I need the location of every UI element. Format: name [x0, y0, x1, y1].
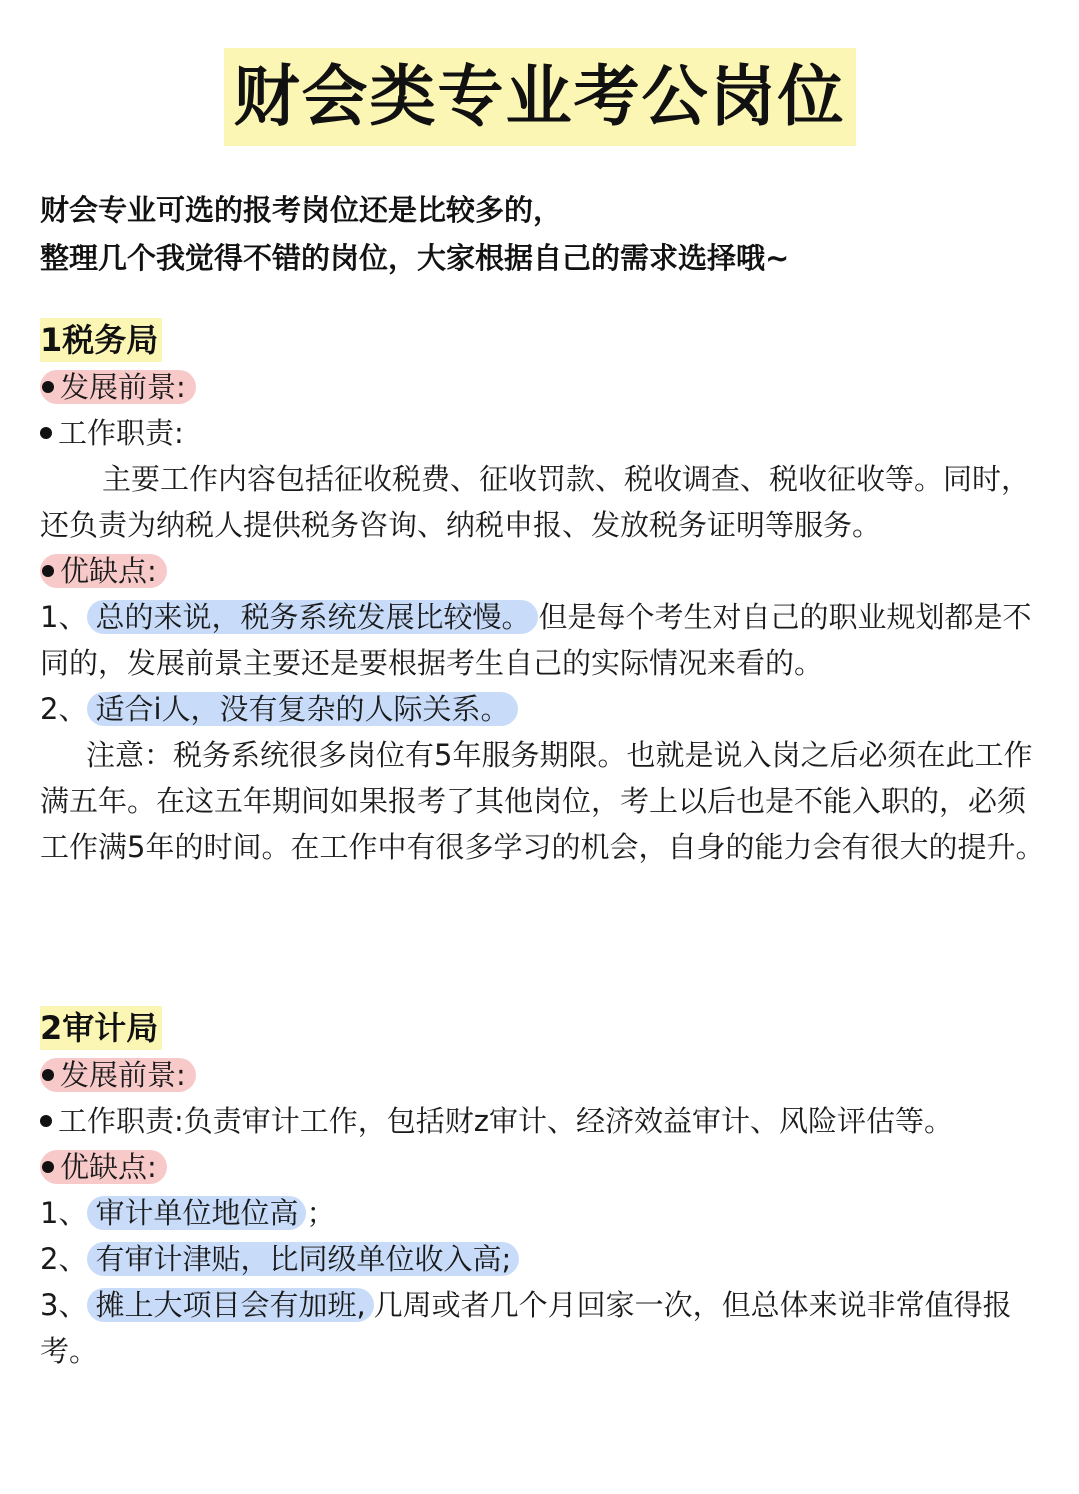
- prospect-highlight: [40, 1058, 196, 1092]
- point-number: 2、: [40, 692, 88, 726]
- note-text: 注意：税务系统很多岗位有5年服务期限。也就是说入岗之后必须在此工作满五年。在这五年期间如果报考了其他岗位，考上以后也是不能入职的，必须工作满5年的时间。在工作中有很多学习的机会，自身的能力会有很大的提升。: [40, 738, 1045, 864]
- duty-line: [40, 410, 1050, 456]
- bullet-icon: [42, 1069, 54, 1081]
- duty-label: 工作职责:: [58, 416, 184, 450]
- intro-line-2: 整理几个我觉得不错的岗位，大家根据自己的需求选择哦~: [40, 241, 790, 275]
- prospect-line: [40, 364, 1050, 410]
- section-tax-bureau: [40, 318, 1050, 870]
- proscons-line: [40, 548, 1050, 594]
- point-3: [40, 1282, 1050, 1374]
- prospect-line: [40, 1052, 1050, 1098]
- bullet-icon: [42, 381, 54, 393]
- section-audit-bureau: [40, 1006, 1050, 1374]
- bullet-icon: [42, 565, 54, 577]
- point-rest: ；: [306, 1196, 336, 1230]
- point-rest: 但是每个考生对自己的职业规划都是不同的，发展前景主要还是要根据考生自己的实际情况来看的。: [40, 600, 1032, 680]
- intro: [40, 186, 789, 282]
- point-2: [40, 1236, 1050, 1282]
- point-1: [40, 1190, 1050, 1236]
- point-highlight: 审计单位地位高: [87, 1196, 306, 1230]
- section-title: 2审计局: [40, 1006, 162, 1050]
- prospect-label: 发展前景:: [60, 1058, 186, 1092]
- point-rest: 几周或者几个月回家一次，但总体来说非常值得报考。: [40, 1288, 1012, 1368]
- proscons-highlight: [40, 554, 167, 588]
- point-2: [40, 686, 1050, 732]
- duty-text: 负责审计工作，包括财z审计、经济效益审计、风险评估等。: [183, 1104, 954, 1138]
- point-number: 1、: [40, 600, 88, 634]
- intro-line-1: 财会专业可选的报考岗位还是比较多的，: [40, 193, 563, 227]
- point-highlight: 总的来说，税务系统发展比较慢。: [87, 600, 538, 634]
- bullet-icon: [40, 1115, 52, 1127]
- prospect-highlight: [40, 370, 196, 404]
- duty-line: [40, 1098, 1050, 1144]
- point-highlight: 适合i人，没有复杂的人际关系。: [87, 692, 517, 726]
- duty-label: 工作职责:: [58, 1104, 184, 1138]
- point-number: 1、: [40, 1196, 88, 1230]
- prospect-label: 发展前景:: [60, 370, 186, 404]
- point-number: 3、: [40, 1288, 88, 1322]
- proscons-highlight: [40, 1150, 167, 1184]
- point-1: [40, 594, 1050, 686]
- page-title: 财会类专业考公岗位: [224, 48, 856, 146]
- proscons-label: 优缺点:: [60, 1150, 157, 1184]
- section-title: 1税务局: [40, 318, 162, 362]
- duty-text: 主要工作内容包括征收税费、征收罚款、税收调查、税收征收等。同时，还负责为纳税人提供税务咨询、纳税申报、发放税务证明等服务。: [40, 462, 1031, 542]
- title-wrap: [0, 48, 1079, 146]
- bullet-icon: [40, 427, 52, 439]
- proscons-line: [40, 1144, 1050, 1190]
- point-highlight: 有审计津贴，比同级单位收入高;: [87, 1242, 519, 1276]
- bullet-icon: [42, 1161, 54, 1173]
- point-highlight: 摊上大项目会有加班,: [87, 1288, 373, 1322]
- point-number: 2、: [40, 1242, 88, 1276]
- proscons-label: 优缺点:: [60, 554, 157, 588]
